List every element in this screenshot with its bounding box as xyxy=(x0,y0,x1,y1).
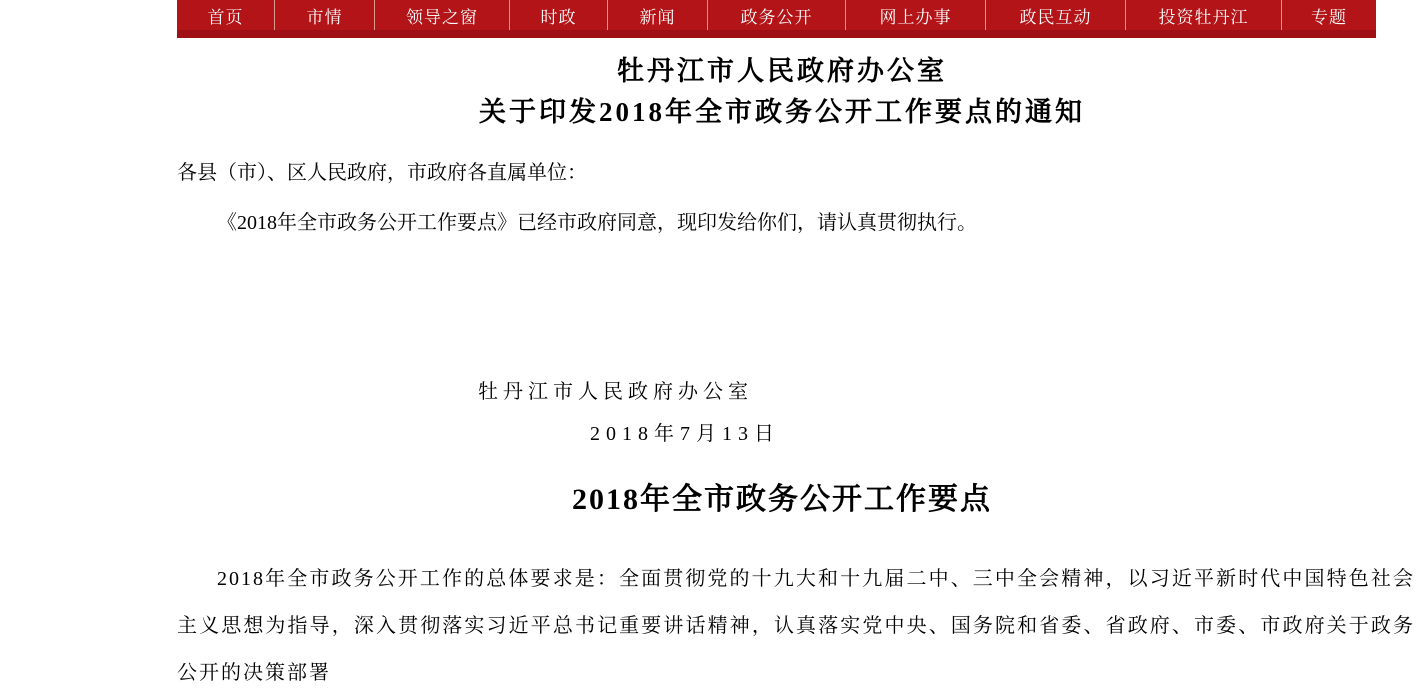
nav-bottom-strip xyxy=(177,30,1376,38)
main-paragraph: 2018年全市政务公开工作的总体要求是：全面贯彻党的十九大和十九届二中、三中全会精神，以习近平新时代中国特色社会主义思想为指导，深入贯彻落实习近平总书记重要讲话精神，认真落实党中央、国务院和省委、省政府、市委、市政府关于政务公开的决策部署 xyxy=(177,568,1415,684)
nav-item-interaction[interactable]: 政民互动 xyxy=(986,0,1126,30)
nav-item-special-topics[interactable]: 专题 xyxy=(1311,7,1347,27)
signature-date: 2018年7月13日 xyxy=(590,423,780,445)
nav-item-news[interactable]: 新闻 xyxy=(608,0,708,30)
document-title xyxy=(177,51,1387,133)
nav-item-gov-disclosure[interactable]: 政务公开 xyxy=(708,0,846,30)
document-body xyxy=(177,38,1417,697)
nav-item-invest[interactable]: 投资牡丹江 xyxy=(1126,0,1282,30)
salutation-line: 各县（市）、区人民政府，市政府各直属单位： xyxy=(177,162,587,184)
signature-name: 牡丹江市人民政府办公室 xyxy=(478,381,753,403)
nav-item-home[interactable]: 首页 xyxy=(177,0,275,30)
nav-menu xyxy=(177,0,1376,30)
document-title-line1: 牡丹江市人民政府办公室 xyxy=(617,56,947,86)
nav-item-online-services[interactable]: 网上办事 xyxy=(846,0,986,30)
top-navbar xyxy=(177,0,1376,38)
nav-item-politics[interactable]: 时政 xyxy=(510,0,608,30)
nav-item-city-info[interactable]: 市情 xyxy=(275,0,375,30)
signature-block xyxy=(177,380,1417,446)
document-title-line2: 关于印发2018年全市政务公开工作要点的通知 xyxy=(479,97,1085,127)
opening-section xyxy=(177,148,1417,248)
nav-item-leadership[interactable]: 领导之窗 xyxy=(375,0,510,30)
section-title: 2018年全市政务公开工作要点 xyxy=(572,483,992,516)
notice-body-line: 《2018年全市政务公开工作要点》已经市政府同意，现印发给你们，请认真贯彻执行。 xyxy=(217,212,977,234)
